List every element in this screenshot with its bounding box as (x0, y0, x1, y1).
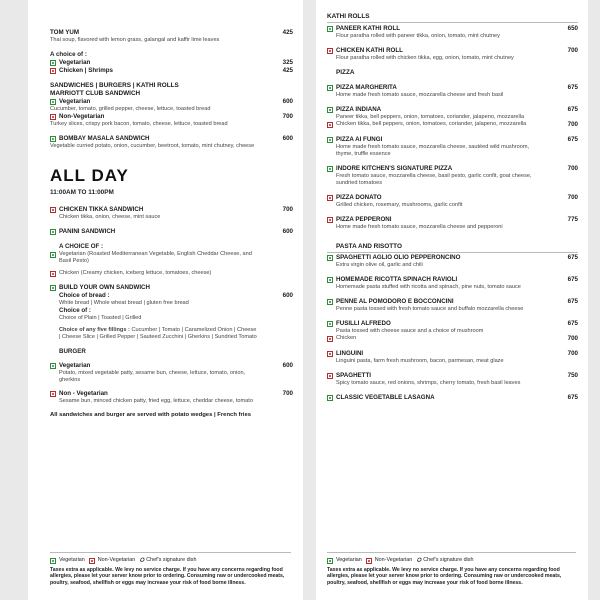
item-price: 700 (567, 350, 578, 358)
legend-chef: Chef's signature dish (146, 557, 197, 563)
item-name: PIZZA INDIANA (336, 105, 382, 113)
item-description: Linguini pasta, farm fresh mushroom, bacon, parmesan, meat glaze (336, 358, 504, 365)
vegetarian-icon (50, 99, 56, 105)
variant-description: Cucumber, tomato, grilled pepper, cheese, lettuce, toasted bread (50, 106, 211, 112)
choice-block (50, 51, 293, 75)
vegetarian-icon (50, 60, 56, 66)
section-divider (327, 22, 578, 23)
panini-choice-block (50, 243, 293, 277)
menu-item (327, 298, 578, 313)
menu-item (327, 276, 578, 291)
item-price: 675 (567, 105, 578, 113)
menu-item (327, 165, 578, 187)
chef-hat-icon: ✪ (139, 557, 145, 564)
choice-label: A CHOICE OF : (59, 243, 104, 250)
item-description: Paneer tikka, bell peppers, onion, tomatoes, coriander, jalapeno, mozzarella (336, 113, 525, 120)
non-vegetarian-icon (327, 217, 333, 223)
item-description: Home made fresh tomato sauce, mozzarella cheese and fresh basil (336, 91, 504, 98)
choice-label: A choice of : (50, 51, 87, 58)
variant-description: Turkey slices, crispy pork bacon, tomato, cheese, lettuce, toasted bread (50, 121, 228, 127)
option-price: 325 (282, 59, 293, 66)
legend-nonveg: Non-Vegetarian (374, 557, 413, 563)
footer-divider (327, 552, 576, 553)
item-description: Extra virgin olive oil, garlic and chili (336, 262, 423, 269)
non-vegetarian-icon (327, 351, 333, 357)
item-price: 600 (282, 292, 293, 299)
menu-item (327, 25, 578, 40)
vegetarian-icon (327, 137, 333, 143)
item-description-alt: Chicken (336, 335, 357, 342)
legend-veg: Vegetarian (336, 557, 362, 563)
variant-price: 700 (282, 390, 293, 397)
vegetarian-icon (327, 321, 333, 327)
footer (327, 550, 576, 586)
item-name: PANEER KATHI ROLL (336, 24, 401, 32)
item-price-alt: 700 (567, 335, 578, 343)
item-price: 675 (567, 254, 578, 262)
item-name: CLASSIC VEGETABLE LASAGNA (336, 394, 435, 402)
choice-label: Choice of : (59, 307, 91, 314)
build-your-own-block (50, 284, 293, 341)
service-time: 11:00AM TO 11:00PM (50, 189, 114, 196)
item-description-alt: Chicken tikka, bell peppers, onion, tomatoes, coriander, jalapeno, mozzarella (336, 120, 527, 127)
item-description: Pasta tossed with cheese sauce and a choice of mushroom (336, 328, 484, 335)
burger-block (50, 348, 293, 405)
item-description: Fresh tomato sauce, mozzarella cheese, basil pesto, garlic confit, goat cheese, sundried tomatoes (336, 172, 532, 186)
menu-item (327, 106, 578, 129)
item-description: Thai soup, flavored with lemon grass, galangal and kaffir lime leaves (50, 37, 220, 43)
legend (327, 557, 576, 564)
variant-price: 600 (282, 362, 293, 369)
variant-name: Vegetarian (59, 98, 91, 105)
variant-name: Vegetarian (59, 362, 91, 369)
item-name: BUILD YOUR OWN SANDWICH (59, 284, 150, 291)
item-description: Home made fresh tomato sauce, mozzarella cheese, sautéed wild mushroom, thyme, truffle essence (336, 143, 530, 157)
bread-label: Choice of bread : (59, 292, 110, 299)
item-name: PANINI SANDWICH (59, 228, 116, 235)
vegetarian-icon (327, 558, 333, 564)
item-name: SPAGHETTI (336, 372, 371, 380)
option-name: Vegetarian (59, 59, 91, 66)
item-name: TOM YUM (50, 29, 79, 36)
menu-item (327, 394, 578, 402)
variant-description: Potato, mixed vegetable patty, sesame bun, cheese, lettuce, tomato, onion, gherkins (59, 370, 246, 383)
vegetarian-icon (50, 558, 56, 564)
page-gutter (303, 0, 316, 600)
vegetarian-icon (327, 107, 333, 113)
menu-item (327, 254, 578, 269)
section-title: KATHI ROLLS (327, 13, 370, 20)
item-description: Vegetable curried potato, onion, cucumber, beetroot, tomato, mint chutney, cheese (50, 143, 255, 149)
option-name: Chicken | Shrimps (59, 67, 113, 74)
item-name: FUSILLI ALFREDO (336, 320, 391, 328)
menu-item-bombay-masala (50, 135, 293, 150)
menu-item (327, 47, 578, 62)
non-vegetarian-icon (50, 114, 56, 120)
vegetarian-icon (50, 363, 56, 369)
item-price: 675 (567, 394, 578, 402)
item-price: 750 (567, 372, 578, 380)
section-title: SANDWICHES | BURGERS | KATHI ROLLS (50, 82, 179, 89)
item-name: CHICKEN TIKKA SANDWICH (59, 206, 144, 213)
item-price: 600 (282, 135, 293, 142)
item-price: 675 (567, 298, 578, 306)
variant-price: 600 (282, 98, 293, 105)
item-price: 700 (567, 193, 578, 201)
choice-chicken: Chicken (Creamy chicken, iceberg lettuce, tomatoes, cheese) (59, 270, 212, 276)
vegetarian-icon (50, 229, 56, 235)
item-name: LINGUINI (336, 350, 364, 358)
menu-item (327, 194, 578, 209)
item-price: 425 (282, 29, 293, 36)
item-name: INDORE KITCHEN'S SIGNATURE PIZZA (336, 164, 453, 172)
menu-item (327, 84, 578, 99)
non-vegetarian-icon (50, 207, 56, 213)
item-name: BOMBAY MASALA SANDWICH (59, 135, 150, 142)
item-price: 675 (567, 83, 578, 91)
menu-item (327, 320, 578, 343)
menu-item-panini (50, 228, 293, 236)
vegetarian-icon (327, 299, 333, 305)
non-vegetarian-icon (327, 336, 333, 342)
item-price: 600 (282, 228, 293, 235)
item-description: Chicken tikka, onion, cheese, mint sauce (59, 214, 161, 220)
item-description: Home made fresh tomato sauce, mozzarella cheese and pepperoni (336, 223, 503, 230)
vegetarian-icon (327, 85, 333, 91)
vegetarian-icon (50, 136, 56, 142)
vegetarian-icon (327, 166, 333, 172)
item-name: PENNE AL POMODORO E BOCCONCINI (336, 298, 454, 306)
non-vegetarian-icon (50, 391, 56, 397)
legend-veg: Vegetarian (59, 557, 85, 563)
menu-item (327, 372, 578, 387)
non-vegetarian-icon (327, 122, 333, 128)
item-price: 700 (567, 164, 578, 172)
chef-hat-icon: ✪ (416, 557, 422, 564)
item-price: 650 (567, 24, 578, 32)
non-vegetarian-icon (327, 373, 333, 379)
fillings-label: Choice of any five fillings : (59, 327, 130, 333)
menu-page-left (28, 0, 303, 600)
vegetarian-icon (327, 255, 333, 261)
non-vegetarian-icon (327, 195, 333, 201)
legend (50, 557, 291, 564)
menu-item (327, 136, 578, 158)
variant-description: Sesame bun, minced chicken patty, fried egg, lettuce, cheddar cheese, tomato (59, 398, 253, 404)
item-description: Flour paratha rolled with chicken tikka, egg, onion, tomato, mint chutney (336, 54, 514, 61)
item-price: 675 (567, 135, 578, 143)
kathi-rolls-section (327, 13, 578, 62)
footer-divider (50, 552, 291, 553)
non-vegetarian-icon (327, 48, 333, 54)
section-divider (327, 252, 578, 253)
non-vegetarian-icon (89, 558, 95, 564)
footer (50, 550, 291, 586)
vegetarian-icon (50, 252, 56, 258)
fillings-line (50, 327, 293, 341)
menu-item-chicken-tikka-sandwich (50, 206, 293, 221)
club-sandwich-block (50, 82, 293, 128)
vegetarian-icon (327, 26, 333, 32)
item-name: PIZZA PEPPERONI (336, 215, 392, 223)
item-description: Homemade pasta stuffed with ricotta and spinach, pine nuts, tomato sauce (336, 284, 521, 291)
choice-options: Choice of Plain | Toasted | Grilled (59, 315, 142, 321)
section-title: PIZZA (336, 68, 355, 76)
item-description: Flour paratha rolled with paneer tikka, onion, tomato, mint chutney (336, 32, 500, 39)
vegetarian-icon (50, 285, 56, 291)
vegetarian-icon (327, 395, 333, 401)
menu-item-tom-yum (50, 29, 293, 44)
footer-note: Taxes extra as applicable. We levy no service charge. If you have any concerns regarding food allergies, please let your server know prior to ordering. Consuming raw or undercooked meats, poultry, seafood, shellfish or eggs may increase your risk of food borne illness. (50, 566, 285, 586)
item-name: PIZZA DONATO (336, 193, 382, 201)
bread-options: White bread | Whole wheat bread | gluten free bread (59, 300, 189, 306)
all-day-heading: ALL DAY (50, 166, 129, 185)
menu-item (327, 350, 578, 365)
item-name: CHICKEN KATHI ROLL (336, 46, 403, 54)
fillings-options: Cucumber | Tomato | Caramelized Onion | Cheese | Cheese Slice | Grilled Pepper | Sauteed Zucchini | Gherkins | Sundried Tomato (59, 327, 257, 340)
item-name: MARRIOTT CLUB SANDWICH (50, 90, 141, 97)
non-vegetarian-icon (366, 558, 372, 564)
item-name: HOMEMADE RICOTTA SPINACH RAVIOLI (336, 276, 458, 284)
pizza-section (327, 69, 578, 231)
non-vegetarian-icon (50, 271, 56, 277)
menu-page-right (316, 0, 588, 600)
item-price: 700 (567, 46, 578, 54)
footer-note: Taxes extra as applicable. We levy no service charge. If you have any concerns regarding food allergies, please let your server know prior to ordering. Consuming raw or undercooked meats, poultry, seafood, shellfish or eggs may increase your risk of food borne illness. (327, 566, 562, 586)
item-price: 675 (567, 320, 578, 328)
pasta-section (327, 243, 578, 403)
choice-veg: Vegetarian (Roasted Mediterranean Vegetable, English Cheddar Cheese, and Basil Pesto) (59, 251, 252, 264)
variant-price: 700 (282, 113, 293, 120)
item-price: 775 (567, 215, 578, 223)
item-name: SPAGHETTI AGLIO OLIO PEPPERONCINO (336, 254, 461, 262)
item-price: 675 (567, 276, 578, 284)
legend-nonveg: Non-Vegetarian (97, 557, 136, 563)
item-description: Grilled chicken, rosemary, mushrooms, garlic confit (336, 201, 463, 208)
item-name: PIZZA MARGHERITA (336, 83, 397, 91)
item-name: PIZZA AI FUNGI (336, 135, 383, 143)
item-description: Penne pasta tossed with fresh tomato sauce and buffalo mozzarella cheese (336, 306, 524, 313)
variant-name: Non-Vegetarian (59, 113, 105, 120)
served-with-note: All sandwiches and burger are served with potato wedges | French fries (50, 412, 252, 418)
item-price: 700 (282, 206, 293, 213)
option-price: 425 (282, 67, 293, 74)
section-title: BURGER (59, 348, 86, 355)
menu-item (327, 216, 578, 231)
variant-name: Non - Vegetarian (59, 390, 108, 397)
section-title: PASTA AND RISOTTO (336, 242, 402, 250)
non-vegetarian-icon (50, 68, 56, 74)
vegetarian-icon (327, 277, 333, 283)
item-description: Spicy tomato sauce, red onions, shrimps, cherry tomato, fresh basil leaves (336, 380, 521, 387)
legend-chef: Chef's signature dish (423, 557, 474, 563)
item-price-alt: 700 (567, 120, 578, 128)
